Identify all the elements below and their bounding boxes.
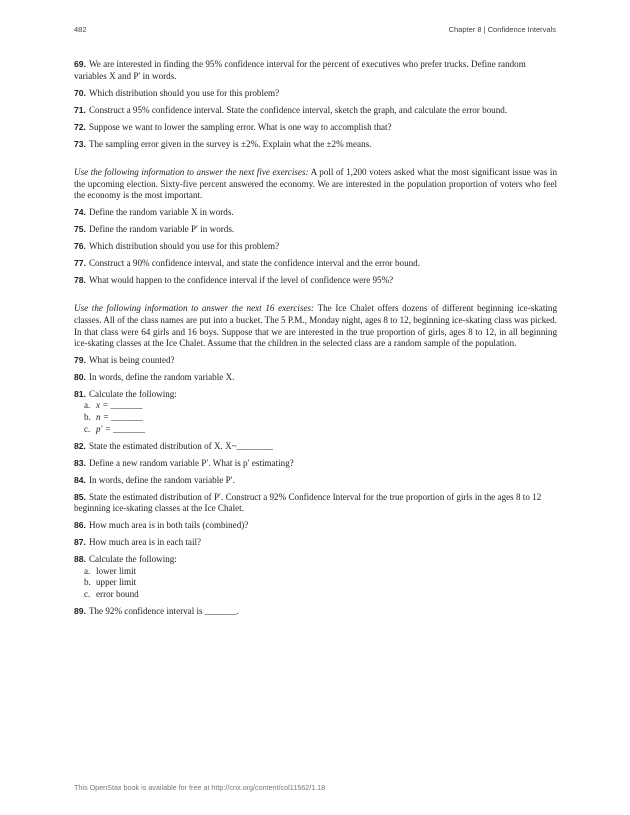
- exercise-number: 80.: [74, 371, 86, 382]
- list-item: [84, 577, 557, 589]
- exercise-text: In words, define the random variable X.: [88, 371, 235, 382]
- list-item: [84, 400, 557, 412]
- intro-text: A poll of 1,200 voters asked what the most significant issue was in the upcoming election. Sixty-five percent answered the economy. We are interested in the population proportion of voters who feel the economy is the most important.: [74, 167, 558, 201]
- exercise-number: 71.: [74, 104, 86, 115]
- item-letter: a.: [84, 400, 91, 411]
- item-text: x = _______: [96, 400, 143, 411]
- list-item: [84, 566, 557, 578]
- exercise-text: State the estimated distribution of P′. Construct a 92% Confidence Interval for the true proportion of girls in the ages 8 to 12 beginning ice-skating classes at the Ice Chalet.: [74, 491, 542, 514]
- exercise-77: [74, 258, 557, 270]
- exercise-74: [74, 207, 557, 219]
- exercise-text: Suppose we want to lower the sampling error. What is one way to accomplish that?: [88, 121, 392, 132]
- intro-ice-chalet: [74, 303, 557, 349]
- list-item: [84, 589, 557, 601]
- exercise-86: [74, 520, 557, 532]
- exercise-text: Which distribution should you use for this problem?: [88, 87, 280, 98]
- exercise-number: 75.: [74, 223, 86, 234]
- exercise-number: 81.: [74, 388, 86, 399]
- item-text: error bound: [96, 588, 139, 599]
- item-text: p′ = _______: [96, 423, 146, 434]
- exercise-text: What is being counted?: [88, 354, 175, 365]
- exercise-text: How much area is in each tail?: [88, 537, 202, 548]
- exercise-text: We are interested in finding the 95% confidence interval for the percent of executives who prefer trucks. Define random variables X and P′ in words.: [74, 59, 526, 81]
- exercise-text: In words, define the random variable P′.: [88, 474, 235, 485]
- item-text: upper limit: [96, 577, 137, 588]
- exercise-text: Construct a 95% confidence interval. State the confidence interval, sketch the graph, and calculate the error bound.: [88, 104, 508, 115]
- item-letter: b.: [84, 577, 91, 588]
- exercise-87: [74, 537, 557, 549]
- exercise-number: 85.: [74, 491, 86, 502]
- exercise-text: Define the random variable P′ in words.: [88, 223, 235, 234]
- exercise-71: [74, 105, 557, 117]
- chapter-header: Chapter 8 | Confidence Intervals: [448, 25, 556, 34]
- intro-lead: Use the following information to answer the next 16 exercises:: [74, 303, 315, 314]
- exercise-text: What would happen to the confidence interval if the level of confidence were 95%?: [88, 274, 394, 285]
- exercise-text: State the estimated distribution of X. X~________: [88, 440, 273, 451]
- page-footer: This OpenStax book is available for free at http://cnx.org/content/col11562/1.18: [74, 783, 326, 792]
- exercise-73: [74, 139, 557, 151]
- exercise-88: [74, 554, 557, 566]
- exercise-number: 69.: [74, 59, 86, 69]
- exercise-number: 73.: [74, 138, 86, 149]
- exercise-number: 79.: [74, 354, 86, 365]
- item-text: n = _______: [96, 411, 144, 422]
- exercise-78: [74, 275, 557, 287]
- exercise-text: The sampling error given in the survey is ±2%. Explain what the ±2% means.: [88, 138, 372, 149]
- item-letter: b.: [84, 411, 91, 422]
- exercise-81: [74, 389, 557, 401]
- list-item: [84, 412, 557, 424]
- exercise-80: [74, 372, 557, 384]
- exercise-81-subitems: [74, 400, 557, 435]
- item-letter: c.: [84, 588, 91, 599]
- intro-voters: [74, 167, 557, 202]
- page-number: 482: [74, 25, 87, 34]
- exercise-text: Define the random variable X in words.: [88, 206, 234, 217]
- exercise-number: 88.: [74, 554, 86, 565]
- exercise-number: 87.: [74, 537, 86, 548]
- exercise-88-subitems: [74, 566, 557, 601]
- exercise-70: [74, 88, 557, 100]
- item-letter: a.: [84, 565, 91, 576]
- exercise-number: 70.: [74, 87, 86, 98]
- exercise-number: 78.: [74, 274, 86, 285]
- exercise-number: 82.: [74, 440, 86, 451]
- exercise-number: 84.: [74, 474, 86, 485]
- exercise-text: Calculate the following:: [88, 388, 177, 399]
- exercise-72: [74, 122, 557, 134]
- exercise-84: [74, 475, 557, 487]
- exercise-number: 76.: [74, 240, 86, 251]
- intro-text: The Ice Chalet offers dozens of different beginning ice-skating classes. All of the class names are put into a bucket. The 5 P.M., Monday night, ages 8 to 12, beginning ice-skating class was picked. In that class were 64 girls and 16 boys. Suppose that we are interested in the true proportion of girls, ages 8 to 12, in all beginning ice-skating classes at the Ice Chalet. Assume that the children in the selected class are a random sample of the population.: [74, 303, 557, 349]
- exercise-number: 77.: [74, 257, 86, 268]
- exercise-text: Define a new random variable P′. What is p′ estimating?: [88, 457, 294, 468]
- exercise-76: [74, 241, 557, 253]
- exercise-number: 86.: [74, 520, 86, 531]
- exercise-text: Construct a 90% confidence interval, and state the confidence interval and the error bound.: [88, 257, 420, 268]
- exercise-83: [74, 458, 557, 470]
- exercise-82: [74, 441, 557, 453]
- exercise-number: 83.: [74, 457, 86, 468]
- exercise-number: 89.: [74, 605, 86, 616]
- exercise-text: Calculate the following:: [88, 554, 177, 565]
- exercise-69: [74, 59, 557, 82]
- exercise-75: [74, 224, 557, 236]
- exercise-85: [74, 492, 557, 515]
- exercise-79: [74, 355, 557, 367]
- exercise-number: 74.: [74, 206, 86, 217]
- exercise-text: The 92% confidence interval is _______.: [88, 605, 239, 616]
- exercise-text: How much area is in both tails (combined)?: [88, 520, 249, 531]
- list-item: [84, 424, 557, 436]
- item-letter: c.: [84, 423, 91, 434]
- exercise-number: 72.: [74, 121, 86, 132]
- item-text: lower limit: [96, 565, 137, 576]
- exercise-89: [74, 606, 557, 618]
- exercise-text: Which distribution should you use for this problem?: [88, 240, 280, 251]
- page-content: [74, 59, 557, 623]
- intro-lead: Use the following information to answer the next five exercises:: [74, 167, 309, 178]
